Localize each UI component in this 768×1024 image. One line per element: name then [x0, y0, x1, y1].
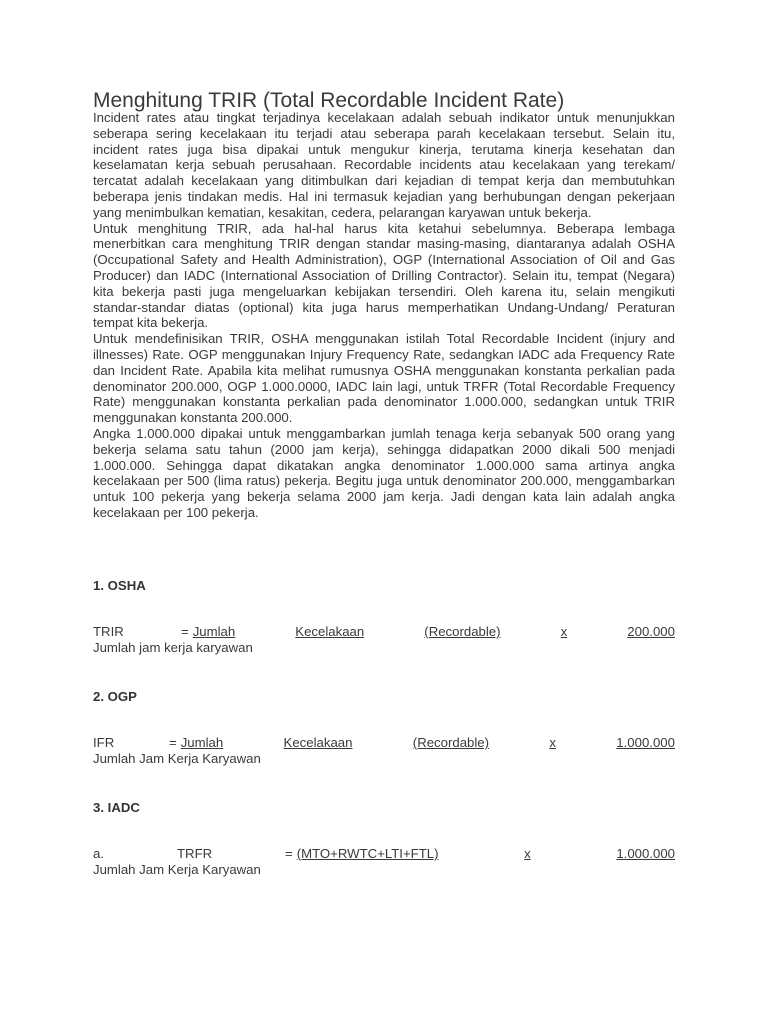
numerator-part: Jumlah: [192, 624, 236, 639]
formula-equals: =: [285, 846, 293, 861]
page-title: Menghitung TRIR (Total Recordable Incident Rate): [93, 89, 565, 112]
formula-numerator: [193, 624, 675, 640]
paragraph: Angka 1.000.000 dipakai untuk menggambarkan jumlah tenaga kerja sebanyak 500 orang yang bekerja selama satu tahun (2000 jam kerja), sehingga didapatkan 2000 dikali 500 menjadi 1.000.000. Sehingga dapat dikatakan angka denominator 1.000.000 sama artinya angka kecelakaan per 500 (lima ratus) pekerja. Begitu juga untuk denominator 200.000, menggambarkan untuk 100 pekerja yang bekerja selama 2000 jam kerja. Jadi dengan kata lain adalah angka kecelakaan per 100 pekerja.: [93, 425, 675, 520]
numerator-part: x: [524, 846, 531, 861]
paragraph: Untuk mendefinisikan TRIR, OSHA menggunakan istilah Total Recordable Incident (injury and illnesses) Rate. OGP menggunakan Injury Frequency Rate, sedangkan IADC ada Frequency Rate dan Incident Rate. Apabila kita melihat rumusnya OSHA menggunakan konstanta perkalian pada denominator 200.000, OGP 1.000.0000, IADC lain lagi, untuk TRFR (Total Recordable Frequency Rate) menggunakan konstanta perkalian pada denominator 1.000.000, sedangkan untuk TRIR menggunakan konstanta 200.000.: [93, 331, 675, 426]
numerator-part: Kecelakaan: [295, 624, 365, 639]
section-heading-osha: 1. OSHA: [93, 578, 146, 593]
article-body: [93, 110, 675, 521]
formula-numerator: [297, 846, 675, 862]
section-heading-iadc: 3. IADC: [93, 800, 140, 815]
formula-numerator: [181, 735, 675, 751]
numerator-part: (Recordable): [412, 735, 490, 750]
numerator-part: Jumlah: [180, 735, 224, 750]
formula-denominator: Jumlah Jam Kerja Karyawan: [93, 862, 261, 877]
numerator-part: 1.000.000: [616, 846, 675, 861]
numerator-part: 200.000: [627, 624, 675, 639]
formula-equals: =: [181, 624, 189, 639]
formula-osha: [93, 624, 675, 656]
numerator-part: x: [560, 624, 568, 639]
numerator-part: (MTO+RWTC+LTI+FTL): [296, 846, 439, 861]
paragraph: Incident rates atau tingkat terjadinya kecelakaan adalah sebuah indikator untuk menunjukkan seberapa sering kecelakaan itu terjadi atau seberapa parah kecelakaan tersebut. Selain itu, incident rates juga bisa dipakai untuk mengukur kinerja, terutama kinerja kesehatan dan keselamatan kerja sebuah perusahaan. Recordable incidents atau kecelakaan yang terekam/ tercatat adalah kecelakaan yang ditimbulkan dari kejadian di tempat kerja dan membutuhkan beberapa jenis tindakan medis. Hal ini termasuk kejadian yang berhubungan dengan pekerjaan yang menimbulkan kematian, kesakitan, cedera, pelarangan karyawan untuk bekerja.: [93, 110, 675, 220]
numerator-part: 1.000.000: [616, 735, 675, 750]
formula-equals: =: [169, 735, 177, 750]
numerator-part: Kecelakaan: [283, 735, 353, 750]
formula-iadc: [93, 846, 675, 878]
formula-denominator: Jumlah Jam Kerja Karyawan: [93, 751, 261, 766]
numerator-part: (Recordable): [424, 624, 501, 639]
paragraph: Untuk menghitung TRIR, ada hal-hal harus kita ketahui sebelumnya. Beberapa lembaga menerbitkan cara menghitung TRIR dengan standar masing-masing, diantaranya adalah OSHA (Occupational Safety and Health Administration), OGP (International Association of Oil and Gas Producer) dan IADC (International Association of Drilling Contractor). Selain itu, tempat (Negara) kita bekerja pasti juga mengeluarkan kebijakan tersendiri. Oleh karena itu, selain mengikuti standar-standar diatas (optional) kita juga harus memperhatikan Undang-Undang/ Peraturan tempat kita bekerja.: [93, 220, 675, 331]
formula-denominator: Jumlah jam kerja karyawan: [93, 640, 253, 655]
formula-lhs: TRFR: [177, 846, 213, 861]
numerator-part: x: [549, 735, 556, 750]
formula-lhs: IFR: [93, 735, 115, 750]
formula-lhs: TRIR: [93, 624, 124, 639]
formula-prefix: a.: [93, 846, 104, 861]
formula-ogp: [93, 735, 675, 767]
section-heading-ogp: 2. OGP: [93, 689, 137, 704]
